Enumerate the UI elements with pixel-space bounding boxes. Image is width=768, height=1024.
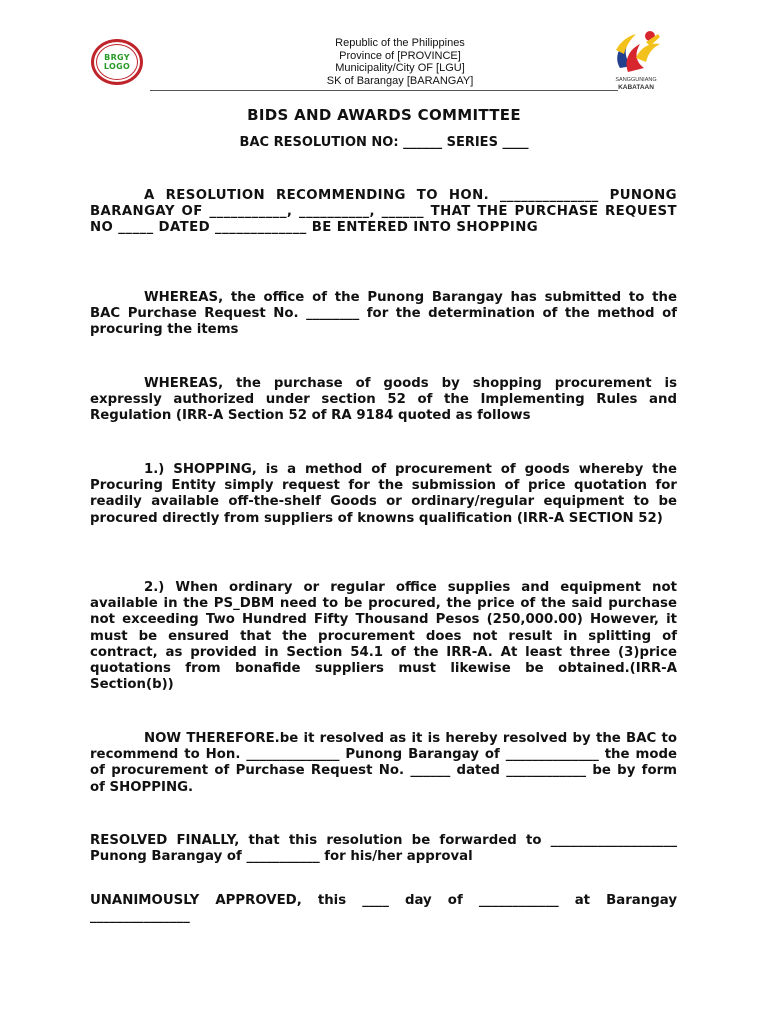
barangay-logo-seal bbox=[91, 39, 143, 85]
logo-text-brgy: BRGY bbox=[104, 53, 130, 62]
paragraph-whereas-authorized: WHEREAS, the purchase of goods by shopping procurement is expressly authorized under section 52 of the Implementing Rules and Regulation (IRR-A Section 52 of RA 9184 quoted as follows bbox=[90, 376, 677, 424]
sangguniang-kabataan-logo bbox=[606, 28, 666, 92]
letterhead bbox=[0, 0, 768, 96]
header-line-republic: Republic of the Philippines bbox=[335, 37, 465, 49]
paragraph-item-shopping: 1.) SHOPPING, is a method of procurement of goods whereby the Procuring Entity simply request for the submission of price quotation for readily available off-the-shelf Goods or ordinary/regular equipment to be procured directly from suppliers of knowns qualification (IRR-A SECTION 52) bbox=[90, 462, 677, 526]
letterhead-text bbox=[240, 37, 560, 88]
sk-logo-text-kabataan: KABATAAN bbox=[618, 84, 654, 91]
paragraph-resolution-recommending: A RESOLUTION RECOMMENDING TO HON. ______________ PUNONG BARANGAY OF ___________, __________, ______ THAT THE PURCHASE REQUEST NO _____ DATED _____________ BE ENTERED INTO SHOPPING bbox=[90, 188, 677, 236]
header-line-province: Province of [PROVINCE] bbox=[339, 49, 461, 62]
document-title: BIDS AND AWARDS COMMITTEE bbox=[247, 106, 521, 124]
paragraph-unanimously-approved: UNANIMOUSLY APPROVED, this ____ day of ____________ at Barangay _______________ bbox=[90, 893, 677, 925]
header-divider bbox=[150, 90, 618, 91]
header-line-sk-barangay: SK of Barangay [BARANGAY] bbox=[326, 75, 474, 88]
sk-logo-text-sangguniang: SANGGUNIANG bbox=[615, 77, 657, 83]
sk-figure-icon bbox=[606, 28, 666, 78]
paragraph-item-office-supplies: 2.) When ordinary or regular office supplies and equipment not available in the PS_DBM need to be procured, the price of the said purchase not exceeding Two Hundred Fifty Thousand Pesos (250,000.00) However, it must be ensured that the procurement does not result in splitting of contract, as provided in Section 54.1 of the IRR-A. At least three (3)price quotations from bonafide suppliers must likewise be obtained.(IRR-A Section(b)) bbox=[90, 580, 677, 693]
header-line-municipality: Municipality/City OF [LGU] bbox=[335, 62, 465, 75]
paragraph-now-therefore: NOW THEREFORE.be it resolved as it is hereby resolved by the BAC to recommend to Hon. ______________ Punong Barangay of ______________ the mode of procurement of Purchase Request No. ______ dated ____________ be by form of SHOPPING. bbox=[90, 731, 677, 795]
paragraph-resolved-finally: RESOLVED FINALLY, that this resolution be forwarded to ___________________ Punong Barangay of ___________ for his/her approval bbox=[90, 833, 677, 865]
resolution-number-line: BAC RESOLUTION NO: ______ SERIES ____ bbox=[239, 135, 529, 150]
logo-text-logo: LOGO bbox=[103, 62, 131, 71]
paragraph-whereas-submitted: WHEREAS, the office of the Punong Barangay has submitted to the BAC Purchase Request No. ________ for the determination of the method of procuring the items bbox=[90, 290, 677, 338]
